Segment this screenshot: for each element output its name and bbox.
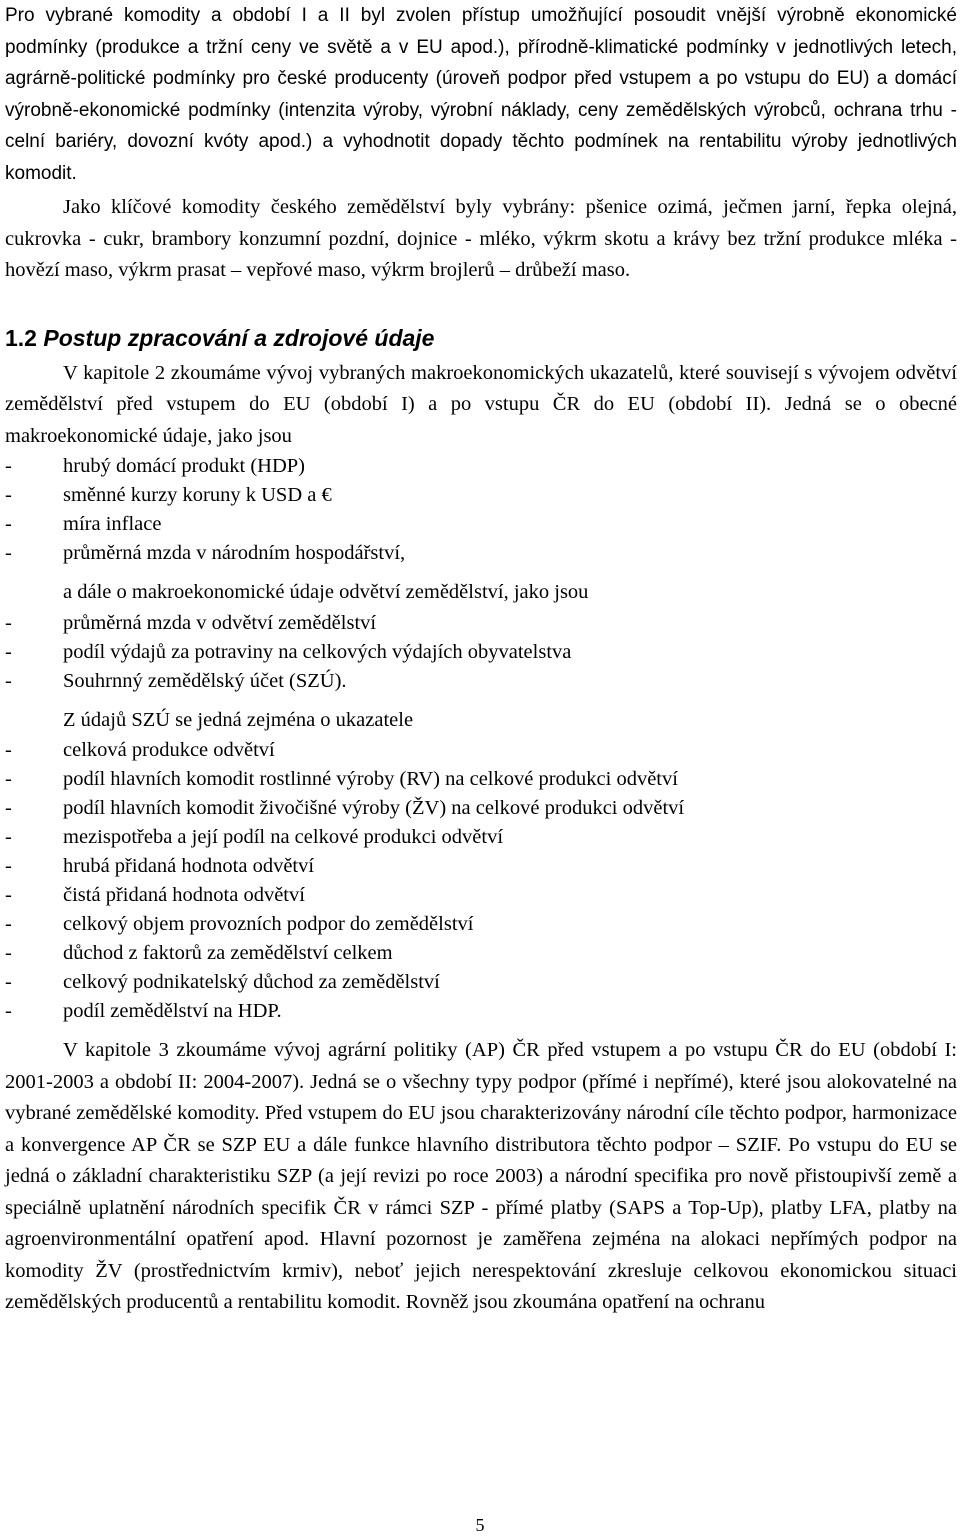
szu-intro: Z údajů SZÚ se jedná zejména o ukazatele (63, 708, 414, 731)
list-item: - Souhrnný zemědělský účet (SZÚ). (5, 667, 957, 696)
list-item: - podíl zemědělství na HDP. (5, 997, 957, 1026)
list-item: - podíl výdajů za potraviny na celkových výdajích obyvatelstva (5, 638, 957, 667)
agri-indicator-list (5, 609, 957, 696)
szu-indicator-list (5, 736, 957, 1026)
section-number: 1.2 (5, 324, 37, 351)
list-item: - důchod z faktorů za zemědělství celkem (5, 939, 957, 968)
list-item: - podíl hlavních komodit rostlinné výroby (RV) na celkové produkci odvětví (5, 765, 957, 794)
list-item: - celkový podnikatelský důchod za zemědělství (5, 968, 957, 997)
list-item: - celková produkce odvětví (5, 736, 957, 765)
section-heading (5, 323, 957, 354)
list-item: - celkový objem provozních podpor do zemědělství (5, 910, 957, 939)
intro-paragraph: Pro vybrané komodity a období I a II byl zvolen přístup umožňující posoudit vnější výrobně ekonomické podmínky (produkce a tržní ceny ve světě a v EU apod.), přírodně-klimatické podmínky v jednotlivých letech, agrárně-politické podmínky pro české producenty (úroveň podpor před vstupem a po vstupu do EU) a domácí výrobně-ekonomické podmínky (intenzita výroby, výrobní náklady, ceny zemědělských výrobců, ochrana trhu - celní bariéry, dovozní kvóty apod.) a vyhodnotit dopady těchto podmínek na rentabilitu výroby jednotlivých komodit. (5, 5, 957, 184)
page-number: 5 (475, 1515, 485, 1535)
chapter3-paragraph: V kapitole 3 zkoumáme vývoj agrární politiky (AP) ČR před vstupem a po vstupu ČR do EU (období I: 2001-2003 a období II: 2004-2007). Jedná se o všechny typy podpor (přímé i nepřímé), které jsou alokovatelné na vybrané zemědělské komodity. Před vstupem do EU jsou charakterizovány národní cíle těchto podpor, harmonizace a konvergence AP ČR se SZP EU a dále funkce hlavního distributora těchto podpor – SZIF. Po vstupu do EU se jedná o základní charakteristiku SZP (a její revizi po roce 2003) a národní specifika pro nově přistoupivší země a speciálně uplatnění národních specifik ČR v rámci SZP - přímé platby (SAPS a Top-Up), platby LFA, platby na agroenvironmentální opatření apod. Hlavní pozornost je zaměřena zejména na alokaci nepřímých podpor na komodity ŽV (prostřednictvím krmiv), neboť jejich nerespektování zkresluje celkovou ekonomickou situaci zemědělských producentů a rentabilitu komodit. Rovněž jsou zkoumána opatření na ochranu (5, 1039, 957, 1313)
agri-intro: a dále o makroekonomické údaje odvětví zemědělství, jako jsou (63, 581, 589, 603)
list-item: - průměrná mzda v národním hospodářství, (5, 539, 957, 568)
chapter2-paragraph: V kapitole 2 zkoumáme vývoj vybraných makroekonomických ukazatelů, které souvisejí s vývojem odvětví zemědělství před vstupem do EU (období I) a po vstupu ČR do EU (období II). Jedná se o obecné makroekonomické údaje, jako jsou (5, 361, 957, 447)
list-item: - čistá přidaná hodnota odvětví (5, 881, 957, 910)
list-item: - míra inflace (5, 510, 957, 539)
section-title: Postup zpracování a zdrojové údaje (43, 324, 435, 351)
commodities-paragraph: Jako klíčové komodity českého zemědělství byly vybrány: pšenice ozimá, ječmen jarní, řepka olejná, cukrovka - cukr, brambory konzumní pozdní, dojnice - mléko, výkrm skotu a krávy bez tržní produkce mléka - hovězí maso, výkrm prasat – vepřové maso, výkrm brojlerů – drůbeží maso. (5, 196, 957, 281)
macro-indicator-list (5, 452, 957, 568)
list-item: - hrubý domácí produkt (HDP) (5, 452, 957, 481)
list-item: - podíl hlavních komodit živočišné výroby (ŽV) na celkové produkci odvětví (5, 794, 957, 823)
list-item: - průměrná mzda v odvětví zemědělství (5, 609, 957, 638)
list-item: - mezispotřeba a její podíl na celkové produkci odvětví (5, 823, 957, 852)
document-page (5, 0, 957, 1319)
list-item: - směnné kurzy koruny k USD a € (5, 481, 957, 510)
list-item: - hrubá přidaná hodnota odvětví (5, 852, 957, 881)
